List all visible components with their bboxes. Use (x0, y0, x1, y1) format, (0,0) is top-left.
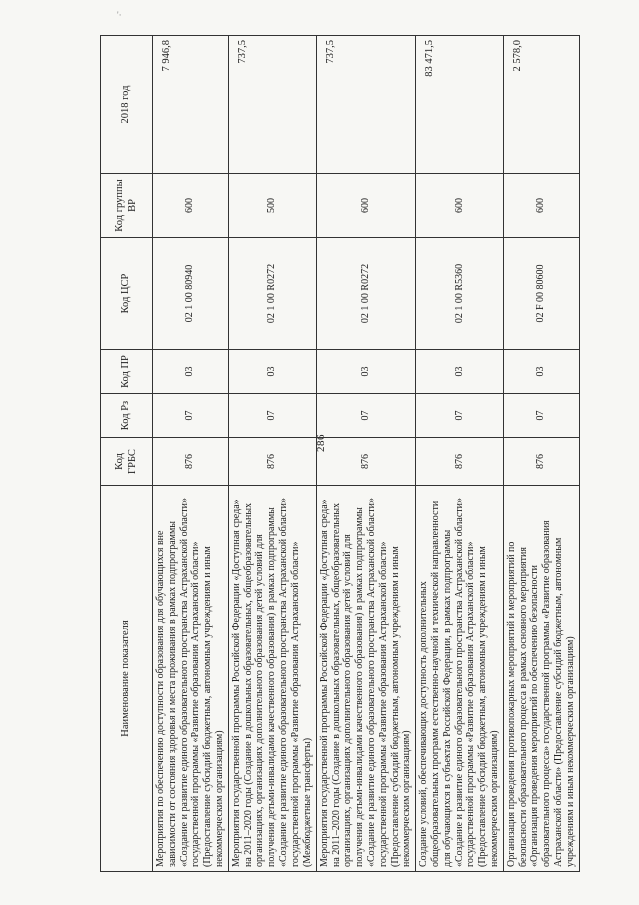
cell-rz: 07 (503, 394, 579, 438)
cell-name: Мероприятия по обеспечению доступности образования для обучающихся вне зависимости от состояния здоровья и места проживания в рамках подпрограммы «Создание и развитие единого образовательного пространства Астраханской области» государственной программы «Развитие образования Астраханской области» (Предоставление субсидий бюджетным, автономным учреждениям и иным некоммерческим организациям) (153, 486, 229, 872)
cell-csr: 02 1 00 R0272 (316, 238, 415, 350)
cell-pr: 03 (503, 350, 579, 394)
header-grbs: Код ГРБС (101, 438, 153, 486)
cell-year: 2 578,0 (503, 36, 579, 174)
table-header-row (101, 36, 153, 872)
cell-pr: 03 (153, 350, 229, 394)
page-number: 286 (315, 434, 327, 452)
cell-grbs: 876 (503, 438, 579, 486)
table-row (153, 36, 229, 872)
cell-name: Мероприятия государственной программы Российской Федерации «Доступная среда» на 2011–2020 годы (Создание в дошкольных образовательных, общеобразовательных организациях, организациях дополнительного образования детей условий для получения детьми-инвалидами качественного образования) в рамках подпрограммы «Создание и развитие единого образовательного пространства Астраханской области» государственной программы «Развитие образования Астраханской области» (Предоставление субсидий бюджетным, автономным учреждениям и иным некоммерческим организациям) (316, 486, 415, 872)
cell-year: 737,5 (316, 36, 415, 174)
cell-grbs: 876 (228, 438, 316, 486)
cell-rz: 07 (316, 394, 415, 438)
cell-vr: 600 (153, 174, 229, 238)
cell-name: Создание условий, обеспечивающих доступность дополнительных общеобразовательных программ естественно-научной и технической направленности для обучающихся в субъектах Российской Федерации, в рамках подпрограммы «Создание и развитие единого образовательного пространства Астраханской области» государственной программы «Развитие образования Астраханской области» (Предоставление субсидий бюджетным, автономным учреждениям и иным некоммерческим организациям) (416, 486, 504, 872)
cell-pr: 03 (228, 350, 316, 394)
cell-grbs: 876 (316, 438, 415, 486)
cell-year: 737,5 (228, 36, 316, 174)
cell-vr: 600 (503, 174, 579, 238)
corner-mark: '· (117, 10, 122, 20)
cell-csr: 02 F 00 80600 (503, 238, 579, 350)
table-row (416, 36, 504, 872)
header-vr: Код группы ВР (101, 174, 153, 238)
cell-year: 83 471,5 (416, 36, 504, 174)
header-pr: Код ПР (101, 350, 153, 394)
cell-vr: 600 (316, 174, 415, 238)
cell-grbs: 876 (416, 438, 504, 486)
cell-name: Мероприятия государственной программы Российской Федерации «Доступная среда» на 2011–2020 годы (Создание в дошкольных образовательных, общеобразовательных организациях, организациях дополнительного образования детей условий для получения детьми-инвалидами качественного образования) в рамках подпрограммы «Создание и развитие единого образовательного пространства Астраханской области» государственной программы «Развитие образования Астраханской области» (Межбюджетные трансферты) (228, 486, 316, 872)
cell-year: 7 946,8 (153, 36, 229, 174)
cell-vr: 500 (228, 174, 316, 238)
cell-pr: 03 (316, 350, 415, 394)
header-name: Наименование показателя (101, 486, 153, 872)
cell-name: Организация проведения противопожарных мероприятий и мероприятий по безопасности образовательного процесса в рамках основного мероприятия «Организация проведения мероприятий по обеспечению безопасности образовательного процесса» государственной программы «Развитие образования Астраханской области» (Предоставление субсидий бюджетным, автономным учреждениям и иным некоммерческим организациям) (503, 486, 579, 872)
table-row (316, 36, 415, 872)
budget-table-rotated (100, 36, 576, 872)
header-rz: Код Рз (101, 394, 153, 438)
budget-table (100, 35, 580, 872)
table-row (503, 36, 579, 872)
cell-rz: 07 (228, 394, 316, 438)
cell-vr: 600 (416, 174, 504, 238)
header-year: 2018 год (101, 36, 153, 174)
cell-grbs: 876 (153, 438, 229, 486)
cell-rz: 07 (416, 394, 504, 438)
table-row (228, 36, 316, 872)
header-csr: Код ЦСР (101, 238, 153, 350)
cell-csr: 02 1 00 R5360 (416, 238, 504, 350)
cell-csr: 02 1 00 80940 (153, 238, 229, 350)
cell-pr: 03 (416, 350, 504, 394)
cell-csr: 02 1 00 R0272 (228, 238, 316, 350)
cell-rz: 07 (153, 394, 229, 438)
